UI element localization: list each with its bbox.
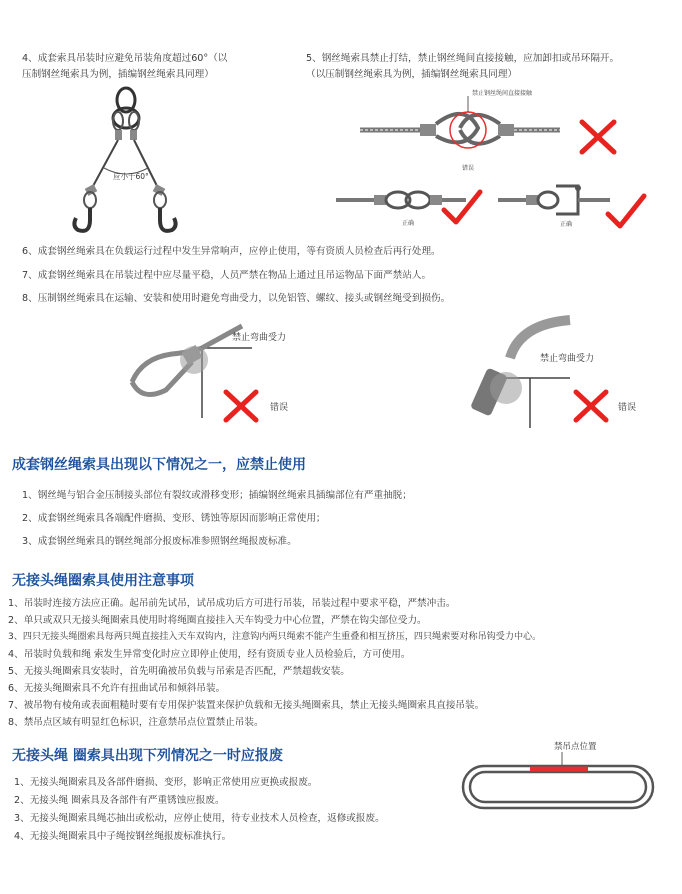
bend-wrong-left: 错误 [270, 403, 289, 413]
wrong-x-icon [578, 118, 618, 156]
knotted-wrong-label: 错误 [462, 165, 475, 172]
item4-line2: 压制钢丝绳索具为例，插编钢丝绳索具同理） [22, 69, 214, 80]
section2-item-6: 6、无接头绳圈索具不允许有扭曲试吊和倾斜吊装。 [8, 683, 226, 694]
bend-wrong-right: 错误 [618, 403, 637, 413]
item5-line1: 5、钢丝绳索具禁止打结，禁止钢丝绳间直接接触，应加卸扣或吊环隔开。 [306, 53, 620, 64]
no-lift-point-label: 禁吊点位置 [554, 742, 597, 752]
item4-line1: 4、成套索具吊装时应避免吊装角度超过60°（以 [22, 53, 228, 64]
endless-sling-figure [460, 752, 656, 812]
section2-item-1: 1、吊装时连接方法应正确。起吊前先试吊，试吊成功后方可进行吊装，吊装过程中要求平稳，严禁冲击。 [8, 598, 456, 609]
knotted-ropes-figure [360, 90, 560, 160]
bend-figure-right [460, 318, 570, 428]
section3-item-2: 2、无接头绳 圈索具及各部件有严重锈蚀应报废。 [14, 795, 225, 806]
bend-wrong-icon-right [572, 388, 612, 424]
section3-item-4: 4、无接头绳圈索具中子绳按钢丝绳报废标准执行。 [14, 831, 232, 842]
section1-item-2: 2、成套钢丝绳索具各端配件磨损、变形、锈蚀等原因而影响正常使用； [22, 513, 326, 524]
item5-line2: （以压制钢丝绳索具为例，插编钢丝绳索具同理） [306, 69, 518, 80]
correct-check-icon-1 [440, 188, 484, 228]
two-leg-sling-figure [70, 88, 180, 238]
bend-callout-left: 禁止弯曲受力 [232, 333, 287, 343]
section2-item-3: 3、四只无接头绳圈索具每两只绳直接挂入天车双钩内，注意钩内两只绳索不能产生重叠和相互挤压，四只绳索要对称吊钩受力中心。 [8, 632, 542, 642]
section3-item-3: 3、无接头绳圈索具绳芯抽出或松动，应停止使用，待专业技术人员检查，返修或报废。 [14, 813, 385, 824]
section2-item-2: 2、单只或双只无接头绳圈索具使用时将绳圈直接挂入天车钩受力中心位置，严禁在钩尖部位受力。 [8, 615, 427, 626]
angle-label: 应小于60° [113, 172, 149, 181]
section1-item-3: 3、成套钢丝绳索具的钢丝绳部分报废标准参照钢丝绳报废标准。 [22, 536, 297, 547]
rule-7: 7、成套钢丝绳索具在吊装过程中应尽量平稳，人员严禁在物品上通过且吊运物品下面严禁站人。 [22, 270, 432, 281]
section2-item-4: 4、吊装时负载和绳 索发生异常变化时应立即停止使用，经有资质专业人员检验后，方可使用。 [8, 649, 411, 660]
ring-connection-figure [498, 176, 610, 226]
bend-wrong-icon-left [222, 388, 262, 424]
rule-8: 8、压制钢丝绳索具在运输、安装和使用时避免弯曲受力，以免铝管、螺纹、接头或钢丝绳受到损伤。 [22, 293, 451, 304]
section2-item-5: 5、无接头绳圈索具安装时，首先明确被吊负载与吊索是否匹配，严禁超载安装。 [8, 666, 350, 677]
correct-label-2: 正确 [560, 221, 573, 228]
section2-title: 无接头绳圈索具使用注意事项 [12, 573, 194, 589]
section3-item-1: 1、无接头绳圈索具及各部件磨损、变形，影响正常使用应更换或报废。 [14, 777, 318, 788]
bend-callout-right: 禁止弯曲受力 [540, 354, 595, 364]
section1-item-1: 1、钢丝绳与铝合金压制接头部位有裂纹或滑移变形；插编钢丝绳索具插编部位有严重抽脱； [22, 490, 412, 501]
section1-title: 成套钢丝绳索具出现以下情况之一，应禁止使用 [12, 457, 306, 473]
correct-check-icon-2 [604, 192, 648, 232]
correct-label-1: 正确 [402, 220, 415, 227]
rule-6: 6、成套钢丝绳索具在负载运行过程中发生异常响声，应停止使用，等有资质人员检查后再行处理。 [22, 246, 441, 257]
section2-item-8: 8、禁吊点区域有明显红色标识，注意禁吊点位置禁止吊装。 [8, 717, 264, 728]
section2-item-7: 7、被吊物有棱角或表面粗糙时要有专用保护装置来保护负载和无接头绳圈索具，禁止无接头绳圈索具直接吊装。 [8, 700, 485, 711]
section3-title: 无接头绳 圈索具出现下列情况之一时应报废 [12, 748, 283, 764]
contact-callout: 禁止钢丝绳间直接接触 [472, 90, 533, 97]
